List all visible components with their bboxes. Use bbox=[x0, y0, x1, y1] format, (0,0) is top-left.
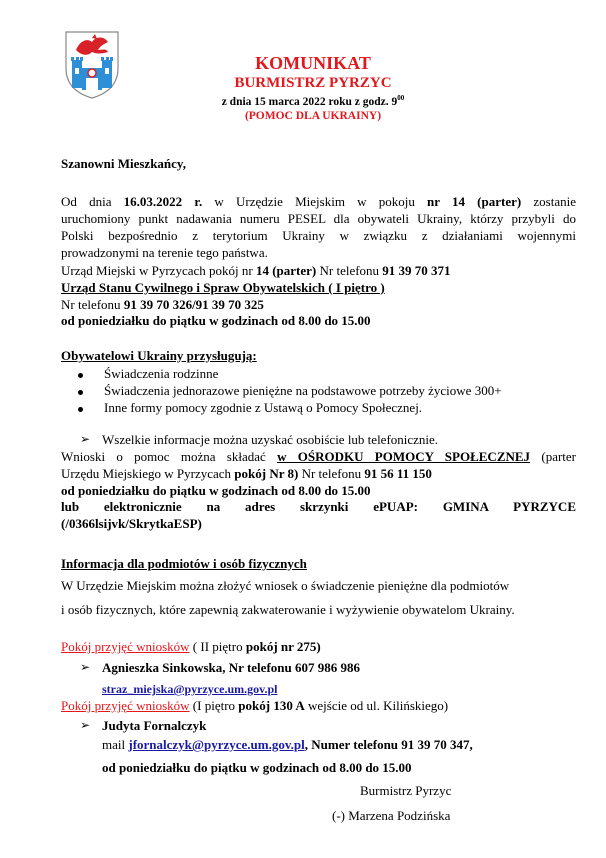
text: Wnioski o pomoc można składać bbox=[61, 449, 278, 464]
phone-value: 91 39 70 326/91 39 70 325 bbox=[123, 297, 264, 312]
room-value: pokój nr 275) bbox=[245, 639, 321, 654]
section2-heading: Informacja dla podmiotów i osób fizycznych bbox=[61, 556, 307, 571]
signature-role: Burmistrz Pyrzyc bbox=[360, 783, 452, 798]
text: zostanie bbox=[521, 194, 576, 209]
p1-line-8: od poniedziałku do piątku w godzinach od 8.00 do 15.00 bbox=[61, 313, 371, 328]
p1-line-2: uruchomiony punkt nadawania numeru PESEL dla obywateli Ukrainy, którzy przybyli do bbox=[61, 211, 576, 226]
list-item: Świadczenia jednorazowe pieniężne na podstawowe potrzeby życiowe 300+ bbox=[104, 383, 502, 398]
s1-line-3: od poniedziałku do piątku w godzinach od 8.00 do 15.00 bbox=[61, 483, 371, 498]
text: mail bbox=[102, 737, 129, 752]
contact1-person: Agnieszka Sinkowska, Nr telefonu 607 986 986 bbox=[102, 660, 360, 675]
text: wejście od ul. Kilińskiego) bbox=[304, 698, 449, 713]
bullet-icon bbox=[78, 407, 83, 412]
text: Od dnia bbox=[61, 194, 124, 209]
room-value: 14 (parter) bbox=[255, 263, 317, 278]
p1-line-6: Urząd Stanu Cywilnego i Spraw Obywatelskich ( I piętro ) bbox=[61, 280, 385, 295]
date-line bbox=[0, 94, 606, 108]
contact2-email-link[interactable]: jfornalczyk@pyrzyce.um.gov.pl bbox=[128, 737, 305, 752]
room-value: pokój Nr 8) bbox=[234, 466, 299, 481]
contact2-mail-line bbox=[102, 737, 473, 753]
phone-value: 91 39 70 371 bbox=[382, 263, 451, 278]
s1-line-1 bbox=[61, 449, 576, 465]
room-value: pokój 130 A bbox=[238, 698, 305, 713]
header-note: (POMOC DLA UKRAINY) bbox=[244, 110, 382, 122]
p1-line-1 bbox=[61, 194, 576, 210]
contact2-hours: od poniedziałku do piątku w godzinach od 8.00 do 15.00 bbox=[102, 760, 412, 775]
bullet-icon bbox=[78, 373, 83, 378]
arrow-bullet-icon: ➢ bbox=[80, 432, 91, 446]
p1-line-4: prowadzonymi na terenie tego państwa. bbox=[61, 245, 268, 260]
bullet-icon bbox=[78, 390, 83, 395]
arrow-item: Wszelkie informacje można uzyskać osobiście lub telefonicznie. bbox=[102, 432, 439, 447]
text: Urząd Miejski w Pyrzycach pokój nr bbox=[61, 263, 256, 278]
arrow-bullet-icon: ➢ bbox=[80, 718, 91, 732]
p1-line-5 bbox=[61, 263, 451, 279]
s1-line-5: (/0366lsijvk/SkrytkaESP) bbox=[61, 516, 202, 531]
text: (parter bbox=[530, 449, 577, 464]
contact2-header bbox=[61, 698, 448, 714]
p1-line-7 bbox=[61, 297, 264, 313]
s1-line-4: lub elektronicznie na adres skrzynki ePUAP: GMINA PYRZYCE bbox=[61, 499, 576, 514]
section1-heading: Obywatelowi Ukrainy przysługują: bbox=[61, 348, 257, 363]
text: (I piętro bbox=[189, 698, 239, 713]
signature-name: (-) Marzena Podzińska bbox=[332, 808, 451, 823]
list-item: Świadczenia rodzinne bbox=[104, 366, 219, 381]
contact-label: Pokój przyjęć wniosków bbox=[61, 639, 190, 654]
date-sup: 00 bbox=[397, 94, 405, 102]
contact1-email-link[interactable]: straz_miejska@pyrzyce.um.gov.pl bbox=[102, 682, 278, 696]
page-title: KOMUNIKAT bbox=[255, 53, 371, 73]
greeting: Szanowni Mieszkańcy, bbox=[61, 156, 186, 171]
text: w Urzędzie Miejskim w pokoju bbox=[202, 194, 428, 209]
contact1-header bbox=[61, 639, 321, 655]
date-text: z dnia 15 marca 2022 roku z godz. 9 bbox=[221, 95, 398, 108]
s1-line-2 bbox=[61, 466, 432, 482]
phone-value: , Numer telefonu 91 39 70 347, bbox=[304, 737, 473, 752]
section2-line-2: i osób fizycznych, które zapewnią zakwaterowanie i wyżywienie obywatelom Ukrainy. bbox=[61, 602, 515, 617]
contact-label: Pokój przyjęć wniosków bbox=[61, 698, 190, 713]
list-item: Inne formy pomocy zgodnie z Ustawą o Pomocy Społecznej. bbox=[104, 400, 423, 415]
text: Nr telefonu bbox=[61, 297, 124, 312]
text: ( II piętro bbox=[189, 639, 246, 654]
arrow-bullet-icon: ➢ bbox=[80, 660, 91, 674]
text: Nr telefonu bbox=[298, 466, 365, 481]
contact2-person: Judyta Fornalczyk bbox=[102, 718, 207, 733]
p1-line-3: Polski bezpośrednio z terytorium Ukrainy w związku z działaniami wojennymi bbox=[61, 228, 576, 243]
date-value: 16.03.2022 r. bbox=[123, 194, 203, 209]
section2-line-1: W Urzędzie Miejskim można złożyć wniosek o świadczenie pieniężne dla podmiotów bbox=[61, 578, 510, 593]
room-value: nr 14 (parter) bbox=[427, 194, 522, 209]
institution-name: w OŚRODKU POMOCY SPOŁECZNEJ bbox=[277, 449, 531, 464]
text: Urzędu Miejskiego w Pyrzycach bbox=[61, 466, 235, 481]
issuer-title: BURMISTRZ PYRZYC bbox=[234, 75, 392, 91]
phone-value: 91 56 11 150 bbox=[364, 466, 432, 481]
text: Nr telefonu bbox=[316, 263, 383, 278]
